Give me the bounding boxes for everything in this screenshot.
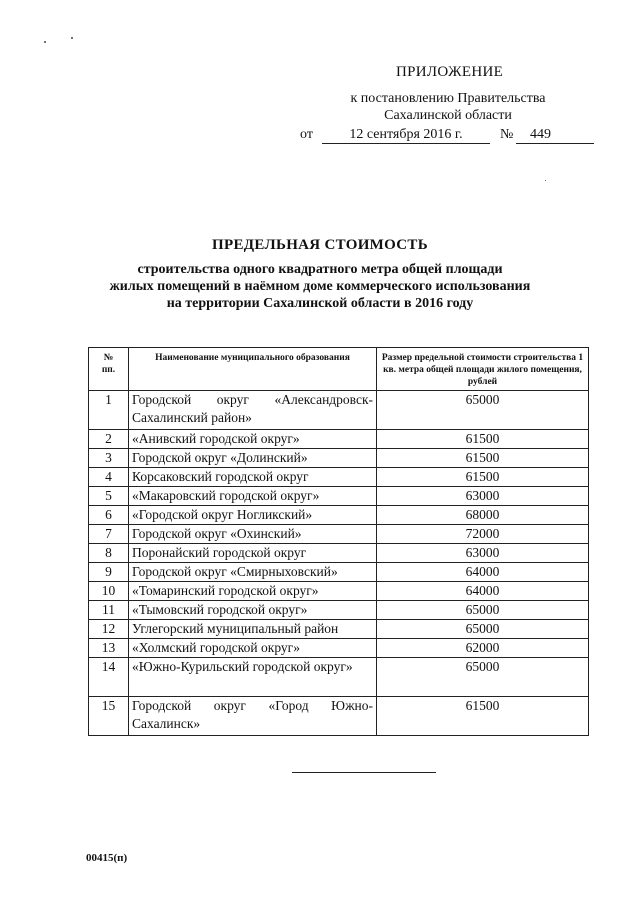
appendix-region-line: Сахалинской области (384, 108, 512, 123)
row-municipality: «Томаринский городской округ» (129, 582, 377, 601)
row-number: 4 (89, 468, 129, 487)
decree-number: 449 (516, 127, 594, 144)
row-number: 7 (89, 525, 129, 544)
document-subtitle-line: строительства одного квадратного метра общей площади (137, 262, 503, 277)
row-municipality: «Анивский городской округ» (129, 430, 377, 449)
table-row (89, 487, 589, 506)
row-municipality: Городской округ «Город Южно-Сахалинск» (129, 697, 377, 736)
row-number: 12 (89, 620, 129, 639)
signature-line (292, 772, 436, 773)
table-row (89, 582, 589, 601)
row-municipality: Городской округ «Александровск-Сахалинский район» (129, 391, 377, 430)
table-row (89, 601, 589, 620)
row-municipality: «Городской округ Ногликский» (129, 506, 377, 525)
row-cost: 64000 (377, 563, 589, 582)
decree-date-number-row (300, 125, 600, 147)
document-subtitle-line: жилых помещений в наёмном доме коммерческого использования (109, 279, 531, 294)
row-number: 6 (89, 506, 129, 525)
row-cost: 65000 (377, 601, 589, 620)
header-municipality: Наименование муниципального образования (129, 348, 377, 391)
row-cost: 68000 (377, 506, 589, 525)
table-row (89, 430, 589, 449)
table-row (89, 468, 589, 487)
footer-code: 00415(п) (86, 852, 128, 864)
row-municipality: Корсаковский городской округ (129, 468, 377, 487)
row-cost: 64000 (377, 582, 589, 601)
table-row (89, 620, 589, 639)
row-cost: 65000 (377, 391, 589, 430)
row-municipality: «Южно-Курильский городской округ» (129, 658, 377, 697)
row-number: 1 (89, 391, 129, 430)
row-cost: 61500 (377, 697, 589, 736)
row-municipality: «Макаровский городской округ» (129, 487, 377, 506)
cost-table (88, 347, 589, 736)
table-row (89, 563, 589, 582)
row-number: 13 (89, 639, 129, 658)
table-header-row (89, 348, 589, 391)
row-cost: 65000 (377, 620, 589, 639)
table-row (89, 391, 589, 430)
table-row (89, 449, 589, 468)
appendix-title: ПРИЛОЖЕНИЕ (396, 64, 504, 80)
row-municipality: Поронайский городской округ (129, 544, 377, 563)
table-row (89, 544, 589, 563)
document-title: ПРЕДЕЛЬНАЯ СТОИМОСТЬ (212, 237, 428, 253)
row-number: 3 (89, 449, 129, 468)
table-row (89, 658, 589, 697)
row-municipality: Углегорский муниципальный район (129, 620, 377, 639)
row-municipality: Городской округ «Смирныховский» (129, 563, 377, 582)
table-row (89, 506, 589, 525)
scan-speck (44, 41, 46, 43)
row-municipality: Городской округ «Долинский» (129, 449, 377, 468)
document-subtitle-line: на территории Сахалинской области в 2016 году (166, 296, 474, 311)
table-row (89, 639, 589, 658)
header-max-cost: Размер предельной стоимости строительства 1 кв. метра общей площади жилого помещения, рублей (377, 348, 589, 391)
row-number: 14 (89, 658, 129, 697)
decree-date: 12 сентября 2016 г. (322, 127, 490, 144)
row-number: 11 (89, 601, 129, 620)
row-cost: 63000 (377, 544, 589, 563)
row-cost: 62000 (377, 639, 589, 658)
row-cost: 61500 (377, 449, 589, 468)
scan-speck (71, 37, 73, 39)
row-municipality: Городской округ «Охинский» (129, 525, 377, 544)
number-sign: № (500, 127, 514, 142)
row-cost: 63000 (377, 487, 589, 506)
row-cost: 72000 (377, 525, 589, 544)
row-cost: 61500 (377, 430, 589, 449)
row-cost: 61500 (377, 468, 589, 487)
header-number: № пп. (89, 348, 129, 391)
table-row (89, 697, 589, 736)
row-number: 9 (89, 563, 129, 582)
row-number: 10 (89, 582, 129, 601)
appendix-decree-line: к постановлению Правительства (350, 91, 546, 106)
row-number: 15 (89, 697, 129, 736)
row-municipality: «Холмский городской округ» (129, 639, 377, 658)
row-number: 8 (89, 544, 129, 563)
scan-speck (545, 180, 546, 181)
row-cost: 65000 (377, 658, 589, 697)
from-label: от (300, 127, 313, 142)
row-municipality: «Тымовский городской округ» (129, 601, 377, 620)
row-number: 2 (89, 430, 129, 449)
table-row (89, 525, 589, 544)
row-number: 5 (89, 487, 129, 506)
